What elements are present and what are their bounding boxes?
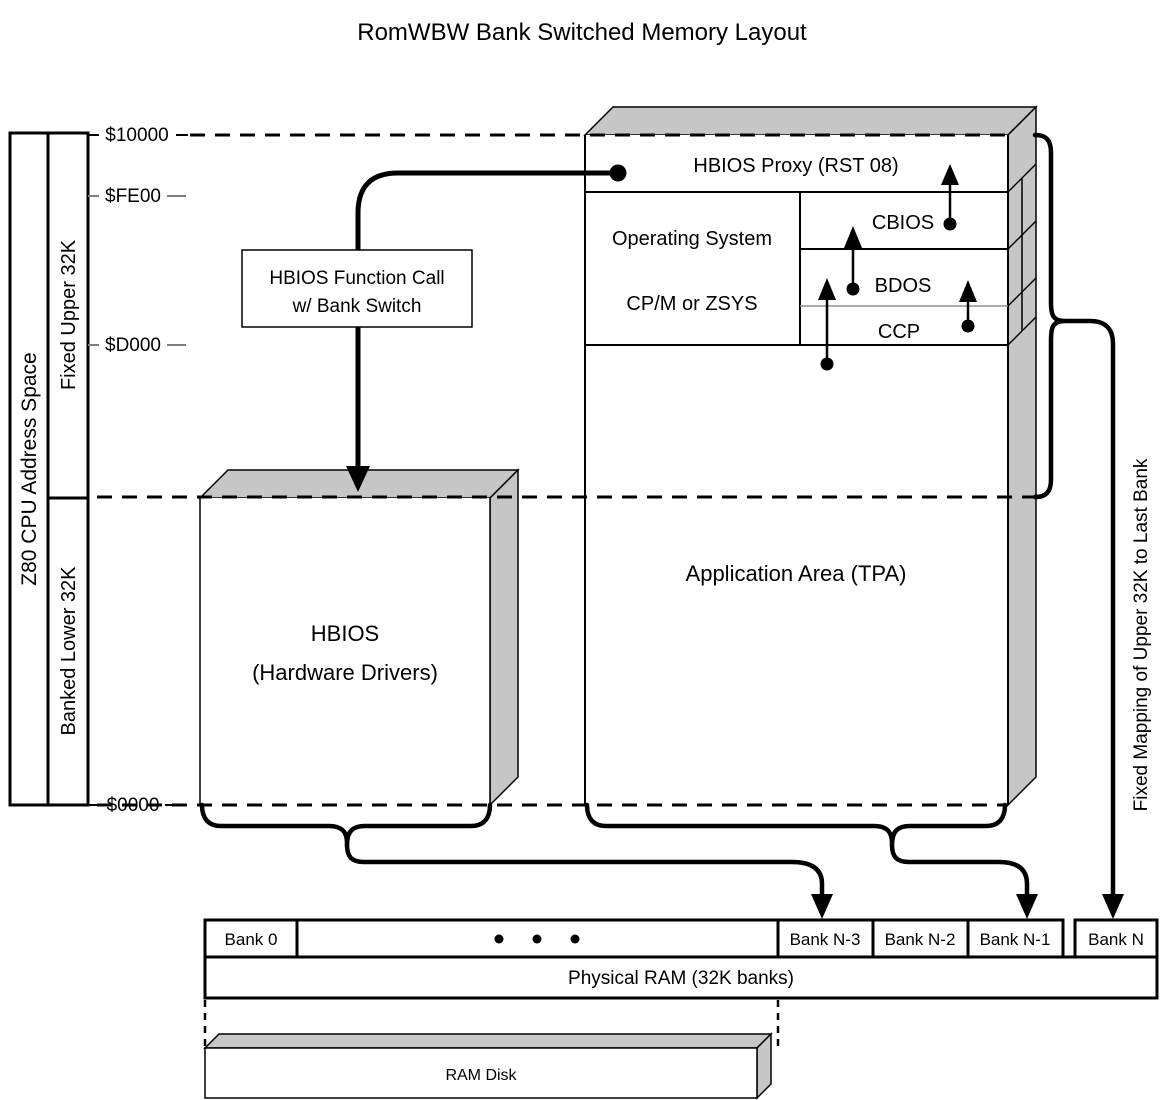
fixed-mapping-note: Fixed Mapping of Upper 32K to Last Bank: [1131, 458, 1152, 812]
cpu-address-space-panel: [10, 133, 88, 805]
ram-disk-group: [205, 1000, 778, 1098]
tpa-brace: [587, 805, 1005, 845]
cbios-label: CBIOS: [871, 212, 935, 234]
os-box-3d-faces: [585, 107, 1036, 805]
hbios-box-right-face: [490, 470, 518, 805]
hbios-proxy-label: HBIOS Proxy (RST 08): [693, 155, 899, 177]
bank-n3-label: Bank N-3: [789, 930, 861, 949]
bank0-label: Bank 0: [224, 930, 278, 949]
address-label-fe00: $FE00: [105, 186, 161, 207]
ramdisk-top-face: [205, 1034, 771, 1048]
call-box-line1: HBIOS Function Call: [269, 268, 445, 289]
bank-n-label: Bank N: [1088, 930, 1144, 949]
fixed-upper-label: Fixed Upper 32K: [58, 239, 80, 391]
address-label-0000: $0000: [106, 795, 160, 816]
banked-lower-label: Banked Lower 32K: [58, 566, 80, 736]
bank-n-connector: [1065, 321, 1113, 896]
call-path-upper: [358, 173, 618, 250]
ccp-label: CCP: [877, 321, 921, 343]
bank-n1-arrowhead: [1016, 894, 1038, 919]
z80-address-space-label: Z80 CPU Address Space: [18, 352, 41, 586]
bank-n3-arrowhead: [811, 894, 833, 919]
bank-n-arrowhead: [1102, 894, 1124, 919]
bank-n3-connector: [347, 845, 822, 896]
address-label-10000: $10000: [105, 125, 169, 146]
hardware-drivers-label: (Hardware Drivers): [252, 660, 438, 685]
call-box-line2: w/ Bank Switch: [292, 296, 422, 317]
ramdisk-label: RAM Disk: [445, 1067, 517, 1084]
cpm-zsys-label: CP/M or ZSYS: [626, 293, 758, 315]
address-label-d000: $D000: [105, 335, 161, 356]
bdos-label: BDOS: [874, 275, 932, 297]
hbios-brace: [202, 805, 490, 845]
bank-mapping-connectors: [202, 805, 1038, 919]
title-box: [10, 7, 1154, 57]
physical-ram-label: Physical RAM (32K banks): [568, 968, 794, 989]
upper32k-brace: [1035, 135, 1065, 497]
os-box-top-face: [585, 107, 1036, 135]
fixed-mapping-group: [1035, 135, 1152, 919]
address-ticks: [88, 125, 188, 816]
hbios-label: HBIOS: [310, 621, 380, 646]
bank-n2-label: Bank N-2: [884, 930, 956, 949]
page-title: RomWBW Bank Switched Memory Layout: [357, 19, 807, 46]
hbios-call-connector: [242, 165, 627, 493]
bank-n1-label: Bank N-1: [979, 930, 1051, 949]
hbios-box-front-face: [200, 498, 490, 805]
operating-system-label: Operating System: [611, 228, 773, 250]
bank-n1-connector: [892, 845, 1027, 896]
physical-ram-group: [205, 920, 1157, 998]
tpa-label: Application Area (TPA): [685, 561, 907, 586]
